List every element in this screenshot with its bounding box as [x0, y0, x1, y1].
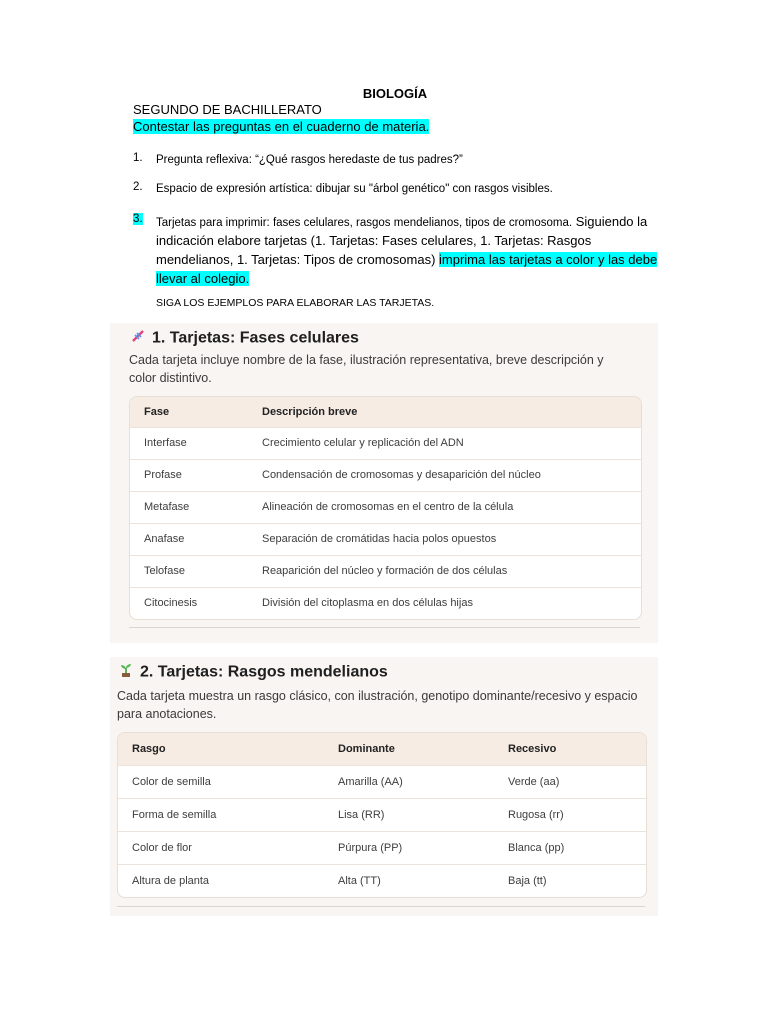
- card-title-text: 2. Tarjetas: Rasgos mendelianos: [140, 663, 388, 681]
- table-cell: Citocinesis: [130, 587, 248, 619]
- table-row: [118, 765, 646, 798]
- rasgos-table: [117, 732, 647, 898]
- table-cell: Rugosa (rr): [494, 798, 646, 831]
- table-cell: Anafase: [130, 523, 248, 555]
- column-header: Dominante: [324, 733, 494, 765]
- card-fases-celulares: [110, 323, 658, 643]
- list-text-large: Siguiendo la indicación elabore tarjetas (1. Tarjetas: Fases celulares, 1. Tarjetas: Rasgos mendelianos, 1. Tarjetas: Tipos de cromosomas): [156, 214, 648, 267]
- card-rasgos-mendelianos: [110, 657, 658, 916]
- table-cell: Reaparición del núcleo y formación de dos células: [248, 555, 641, 587]
- table-row: [118, 864, 646, 897]
- table-header-row: [130, 397, 641, 427]
- list-text: Espacio de expresión artística: dibujar su "árbol genético" con rasgos visibles.: [156, 183, 553, 195]
- table-row: [130, 459, 641, 491]
- list-number: 2.: [133, 181, 143, 193]
- list-number: 1.: [133, 152, 143, 164]
- list-text: [156, 213, 661, 289]
- list-number: 3.: [133, 213, 143, 225]
- list-text: Pregunta reflexiva: “¿Qué rasgos heredaste de tus padres?”: [156, 154, 463, 166]
- table-cell: Color de semilla: [118, 765, 324, 798]
- table-row: [118, 798, 646, 831]
- table-cell: Separación de cromátidas hacia polos opuestos: [248, 523, 641, 555]
- grade-label: SEGUNDO DE BACHILLERATO: [133, 102, 322, 117]
- table-row: [130, 491, 641, 523]
- table-row: [130, 427, 641, 459]
- card-title: [118, 662, 388, 683]
- table-cell: Crecimiento celular y replicación del ADN: [248, 427, 641, 459]
- instruction-text: Contestar las preguntas en el cuaderno de materia.: [133, 119, 430, 134]
- table-cell: Alineación de cromosomas en el centro de la célula: [248, 491, 641, 523]
- table-cell: Alta (TT): [324, 864, 494, 897]
- list-text-highlight: imprima las tarjetas a color y las debe llevar al colegio.: [156, 252, 658, 286]
- table-cell: Interfase: [130, 427, 248, 459]
- table-header-row: [118, 733, 646, 765]
- column-header: Descripción breve: [248, 397, 641, 427]
- table-row: [118, 831, 646, 864]
- table-cell: Púrpura (PP): [324, 831, 494, 864]
- table-row: [130, 555, 641, 587]
- table-cell: Condensación de cromosomas y desaparición del núcleo: [248, 459, 641, 491]
- table-cell: Altura de planta: [118, 864, 324, 897]
- list-text-small: Tarjetas para imprimir: fases celulares, rasgos mendelianos, tipos de cromosoma.: [156, 217, 573, 229]
- card-title: [130, 328, 359, 349]
- table-cell: Forma de semilla: [118, 798, 324, 831]
- column-header: Fase: [130, 397, 248, 427]
- table-cell: Profase: [130, 459, 248, 491]
- table-cell: Amarilla (AA): [324, 765, 494, 798]
- table-row: [130, 523, 641, 555]
- examples-note: SIGA LOS EJEMPLOS PARA ELABORAR LAS TARJETAS.: [156, 297, 435, 309]
- fases-table: [129, 396, 642, 620]
- card-title-text: 1. Tarjetas: Fases celulares: [152, 329, 359, 347]
- card-description: Cada tarjeta incluye nombre de la fase, ilustración representativa, breve descripción y color distintivo.: [129, 353, 604, 385]
- table-cell: Baja (tt): [494, 864, 646, 897]
- divider: [129, 627, 640, 628]
- page-title: BIOLOGÍA: [362, 86, 428, 101]
- column-header: Rasgo: [118, 733, 324, 765]
- table-cell: Verde (aa): [494, 765, 646, 798]
- table-cell: Metafase: [130, 491, 248, 523]
- table-cell: Color de flor: [118, 831, 324, 864]
- table-cell: Lisa (RR): [324, 798, 494, 831]
- table-cell: División del citoplasma en dos células hijas: [248, 587, 641, 619]
- card-description: Cada tarjeta muestra un rasgo clásico, con ilustración, genotipo dominante/recesivo y espacio para anotaciones.: [117, 689, 638, 721]
- table-cell: Blanca (pp): [494, 831, 646, 864]
- column-header: Recesivo: [494, 733, 646, 765]
- divider: [117, 906, 645, 907]
- table-cell: Telofase: [130, 555, 248, 587]
- table-row: [130, 587, 641, 619]
- seedling-icon: [118, 662, 134, 683]
- dna-icon: [130, 328, 146, 349]
- instruction: [133, 119, 429, 134]
